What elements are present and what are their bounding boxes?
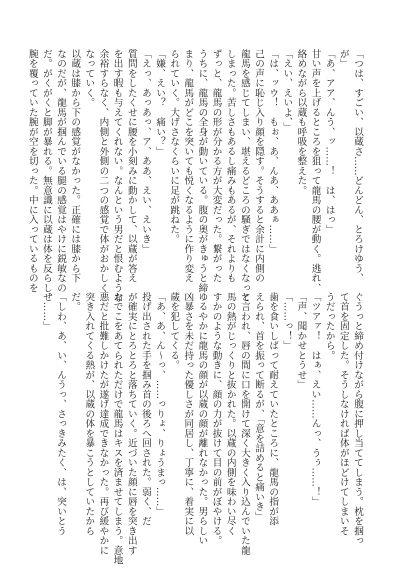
text-column: 以蔵は膝から下の感覚がなかった。正確には膝から下 bbox=[69, 49, 81, 283]
text-column: て首を固定した。そうしなければ体がほどけてしまいそ bbox=[337, 292, 349, 536]
upper-text-block bbox=[25, 49, 364, 303]
text-column: 絡めながら以蔵も呼吸を整えた。 bbox=[295, 49, 307, 196]
text-column: 「しわ、あ、い、んうっ、さっきみたく、は、突いとう bbox=[55, 292, 67, 536]
text-column: ゆるやかに龍馬の顔が以蔵の顔が離れなかった。男らしい bbox=[196, 292, 208, 546]
text-column: えられ、首を振って断るが、「意を詰めると痛いき」 bbox=[253, 292, 265, 522]
text-column: 「声、聞かせとうせ」 bbox=[295, 292, 307, 390]
text-column: 蔵を犯してくる。 bbox=[168, 292, 180, 370]
text-column: 「あ、あ、ん〜っ、……っりょ、りょうまっ……」 bbox=[154, 292, 166, 517]
text-column: 馬の熱がじっくりと抜かれた。以蔵の内側を味わい尽く bbox=[224, 292, 236, 536]
text-column: うちに、龍馬の全身が動いている。腹の奥がきゅうと締 bbox=[196, 49, 208, 293]
text-column: ぐうっと締め付けながら腹に押し当ててしまう。枕を掴っ bbox=[352, 292, 363, 546]
text-column: 凶暴さを未だ持った優しさが同居し、丁寧に、着実に以 bbox=[182, 292, 194, 536]
text-column: ずっと、龍馬の形が分かる方が大変だった。繋がった bbox=[210, 49, 222, 283]
text-column: が」 bbox=[337, 49, 349, 69]
text-column: だ。がくがくと脚が暴れる。無意識に以蔵は体を反らし、 bbox=[40, 49, 52, 303]
text-column: うだったから。 bbox=[323, 292, 335, 361]
text-column: しまった。苦しさもあるし痛みもあるが、それよりも bbox=[224, 49, 236, 283]
text-column: 投げ出された手を掴み首の後ろへ回された。弱く、だ bbox=[139, 292, 151, 526]
text-column: 己の声に恥じ入り顔を隠す。そうすると余計に内側の bbox=[253, 49, 265, 283]
text-column: を出す暇も与えてくれない。なんという男だと恨むような bbox=[111, 49, 123, 303]
text-column: 甘い声を上げるところを狙って龍馬の腰が動く。逃れ、 bbox=[309, 49, 321, 293]
text-column: なっていく。 bbox=[83, 49, 95, 108]
text-column: と言われ、唇の間に口を開けて深く大きく入り込んでいた龍 bbox=[238, 292, 250, 556]
text-column: 「ツアァ！ はぁ、えい……んっ、うぅ……！」 bbox=[309, 292, 321, 507]
text-column: なのだが、龍馬が掴んでいる腿の感覚はやけに鋭敏なの bbox=[55, 49, 67, 293]
text-column: 余裕すらなく、内側と外側の二つの感覚で体がおかしく bbox=[97, 49, 109, 293]
text-column: 質問をしたくせに腰を小刻みに動かして、以蔵が答え bbox=[125, 49, 137, 283]
text-column: 突き入れてくる熱が、以蔵の体を暴こうとしていたから bbox=[83, 292, 95, 536]
text-column: られていく。大げさなくらいに足が跳ねた。 bbox=[168, 49, 180, 244]
text-column: が確実にとろとろと落ちていく。近づいた顔に唇を突き出す bbox=[125, 292, 137, 556]
text-column: 歯を食いしばって耐えていたところに、龍馬の指が添 bbox=[267, 292, 279, 526]
text-column: 「えっ、あっあっ、ア、ああ、えい、えいき」 bbox=[139, 49, 151, 254]
text-column: 「あ、アア、んう、ッ……！ は、はっ」 bbox=[323, 49, 335, 235]
text-column: 腕を覆っていた腕が空を切った。中に入っているものを bbox=[26, 49, 38, 293]
text-column: 「えい、えいよ、」 bbox=[281, 49, 293, 132]
text-column: おでこをあてられただけで龍馬はキスを済ませてしまう。意地 bbox=[111, 292, 123, 565]
text-column: 「は、ッウ！ もぉ、あ、んあ、ああぁ……」 bbox=[267, 49, 279, 254]
text-column: 悪だと批難しかけたが遂げ達成できなかった。再び緩やかに bbox=[97, 292, 109, 556]
text-column: 龍馬を感じてしまい、堪えるどころの騒ぎではなくなって bbox=[238, 49, 250, 303]
text-column: 「……っ！」 bbox=[281, 292, 293, 351]
text-column: すかのような動きに、顔の力が抜けて目の前がぼやける。 bbox=[210, 292, 222, 546]
text-column: だ。 bbox=[69, 292, 81, 312]
text-column: 「嫌、えい？ 痛い？」 bbox=[154, 49, 166, 157]
text-column: まり、龍馬がどこを突いても悦くなるように作り変え bbox=[182, 49, 194, 283]
text-column: 「つは、すごい、以蔵さ……どんどん、とろけゆう、 bbox=[352, 49, 363, 283]
text-column: せ……」 bbox=[40, 292, 52, 331]
lower-text-block bbox=[39, 292, 364, 565]
